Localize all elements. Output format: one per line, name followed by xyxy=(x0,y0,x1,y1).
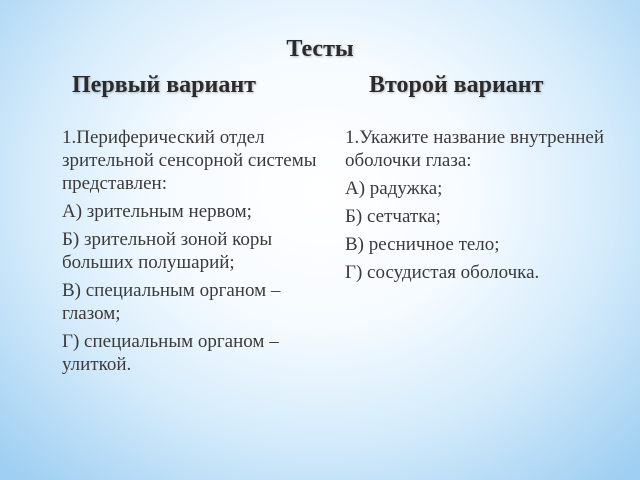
answer-option-b: Б) сетчатка; xyxy=(345,206,441,227)
answer-option-b: Б) зрительной зоной коры больших полушарий; xyxy=(62,229,273,273)
answer-option-d: Г) сосудистая оболочка. xyxy=(345,262,540,283)
question-text: 1.Укажите название внутренней оболочки глаза: xyxy=(345,127,605,171)
first-variant-heading: Первый вариант xyxy=(72,72,256,98)
answer-option-a: А) зрительным нервом; xyxy=(62,201,252,222)
first-variant-column xyxy=(62,126,324,381)
answer-option-a: А) радужка; xyxy=(345,178,443,199)
page-title: Тесты xyxy=(286,36,354,62)
answer-option-d: Г) специальным органом – улиткой. xyxy=(62,331,279,375)
answer-option-c: В) ресничное тело; xyxy=(345,234,500,255)
question-text: 1.Периферический отдел зрительной сенсорной системы представлен: xyxy=(62,127,317,194)
answer-option-c: В) специальным органом – глазом; xyxy=(62,280,281,324)
second-variant-heading: Второй вариант xyxy=(369,72,544,98)
second-variant-column xyxy=(345,126,615,289)
